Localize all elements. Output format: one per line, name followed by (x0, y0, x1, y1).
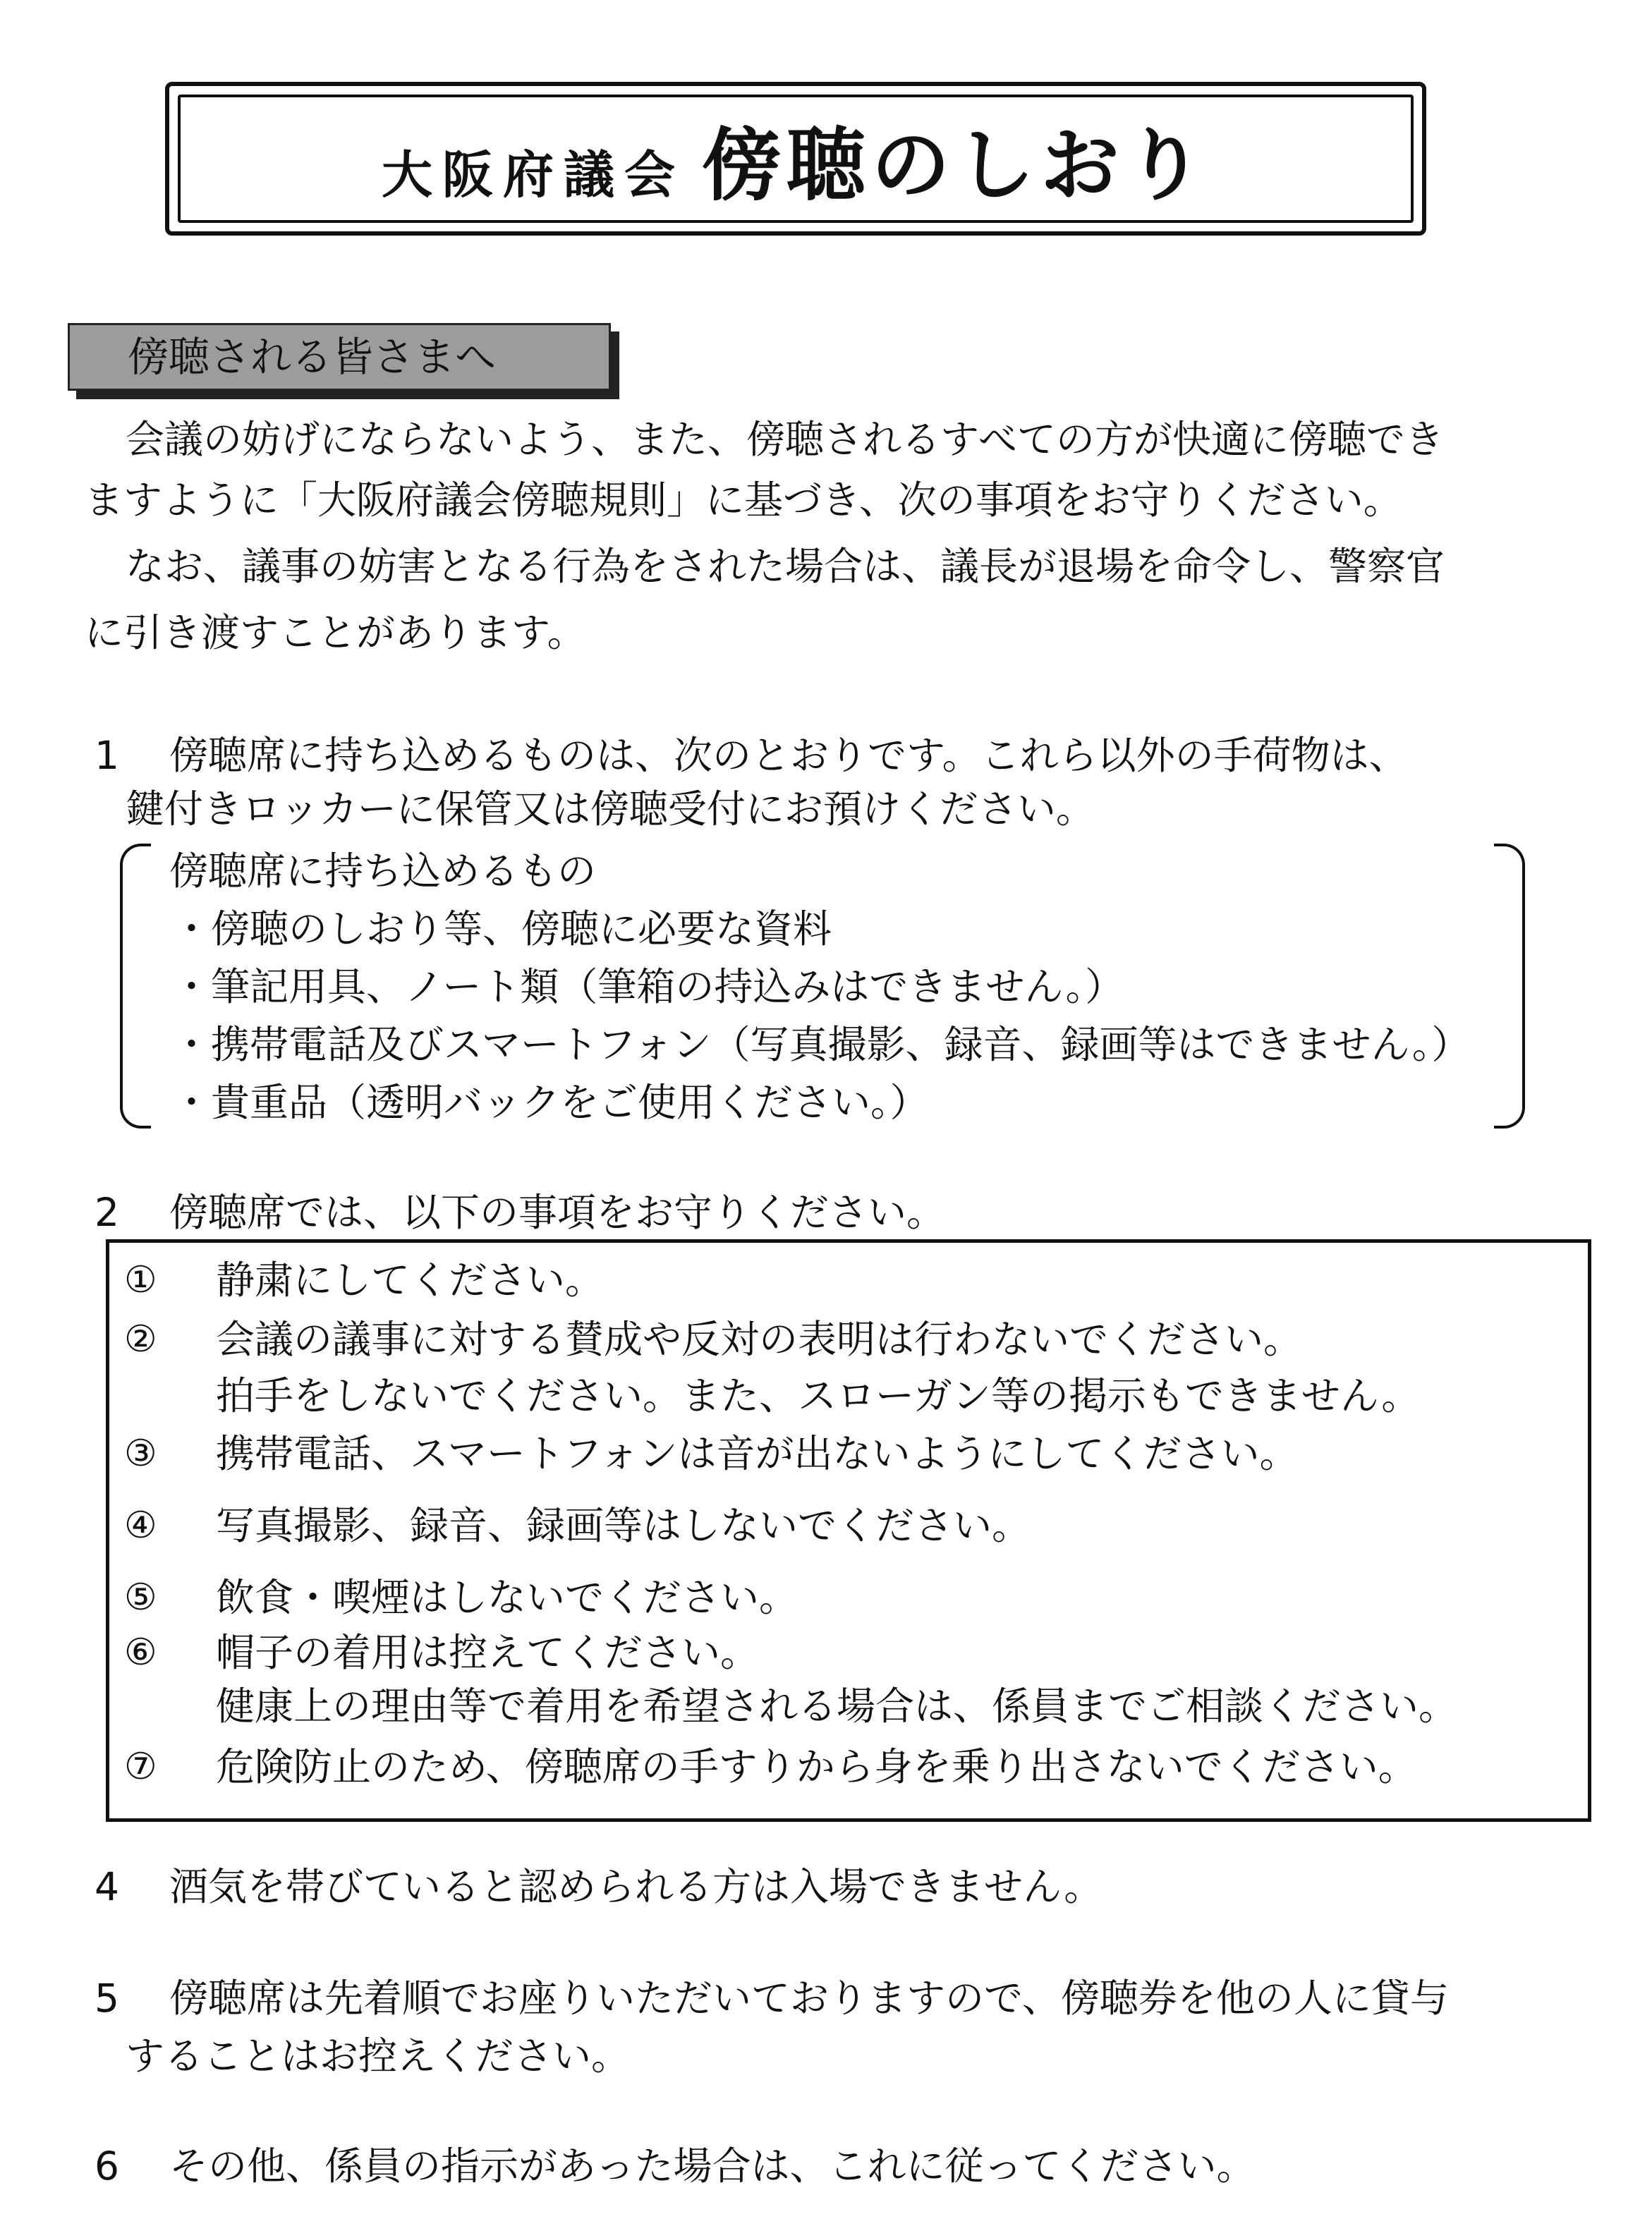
item-number: 5 (95, 1976, 119, 2021)
rule-text: 写真撮影、録音、録画等はしないでください。 (216, 1503, 1031, 1548)
item1-line: 傍聴席に持ち込めるものは、次のとおりです。これら以外の手荷物は、 (169, 733, 1408, 778)
rule-text: 帽子の着用は控えてください。 (216, 1630, 760, 1675)
rule-mark: ④ (124, 1504, 157, 1547)
intro-line: に引き渡すことがあります。 (85, 610, 586, 655)
rule-text: 会議の議事に対する賛成や反対の表明は行わないでください。 (216, 1317, 1303, 1362)
item-number: 1 (95, 733, 119, 778)
item4-text: 酒気を帯びていると認められる方は入場できません。 (169, 1864, 1103, 1909)
right-bracket (1494, 844, 1525, 1129)
rule-mark: ⑥ (124, 1631, 157, 1674)
section-heading: 傍聴される皆さまへ (68, 323, 611, 391)
page-title (382, 102, 1210, 216)
rule-mark: ① (124, 1259, 157, 1301)
rule-mark: ⑦ (124, 1746, 157, 1788)
rule-text: 飲食・喫煙はしないでください。 (216, 1575, 798, 1620)
rule-text: 危険防止のため、傍聴席の手すりから身を乗り出さないでください。 (216, 1744, 1417, 1789)
item1-line: 鍵付きロッカーに保管又は傍聴受付にお預けください。 (126, 786, 1095, 832)
intro-line: 会議の妨げにならないよう、また、傍聴されるすべての方が快適に傍聴でき (126, 417, 1444, 462)
carry-in-heading: 傍聴席に持ち込めるもの (169, 849, 597, 894)
item5-line: 傍聴席は先着順でお座りいただいておりますので、傍聴券を他の人に貸与 (169, 1976, 1449, 2021)
rule-text: 静粛にしてください。 (216, 1258, 605, 1303)
carry-in-item: ・貴重品（透明バックをご使用ください。） (172, 1080, 929, 1125)
carry-in-item: ・携帯電話及びスマートフォン（写真撮影、録音、録画等はできません。） (172, 1022, 1471, 1067)
carry-in-item: ・傍聴のしおり等、傍聴に必要な資料 (172, 906, 832, 951)
rule-mark: ⑤ (124, 1576, 157, 1619)
rule-text: 拍手をしないでください。また、スローガン等の掲示もできません。 (216, 1373, 1421, 1418)
title-main: 傍聴のしおり (702, 119, 1210, 212)
rule-mark: ③ (124, 1433, 157, 1475)
rule-text: 健康上の理由等で着用を希望される場合は、係員までご相談ください。 (216, 1684, 1458, 1729)
item6-text: その他、係員の指示があった場合は、これに従ってください。 (169, 2143, 1256, 2189)
item2-text: 傍聴席では、以下の事項をお守りください。 (169, 1190, 946, 1235)
rule-text: 携帯電話、スマートフォンは音が出ないようにしてください。 (216, 1431, 1299, 1476)
intro-line: なお、議事の妨害となる行為をされた場合は、議長が退場を命令し、警察官 (126, 544, 1445, 589)
left-bracket (120, 844, 151, 1129)
item-number: 2 (95, 1190, 119, 1235)
carry-in-item: ・筆記用具、ノート類（筆箱の持込みはできません。） (172, 964, 1124, 1009)
item-number: 6 (95, 2143, 119, 2189)
rule-mark: ② (124, 1318, 157, 1361)
title-frame (165, 82, 1426, 236)
title-prefix: 大阪府議会 (381, 145, 685, 205)
intro-line: ますように「大阪府議会傍聴規則」に基づき、次の事項をお守りください。 (85, 478, 1402, 523)
item-number: 4 (95, 1864, 119, 1909)
item5-line: することはお控えください。 (126, 2033, 631, 2079)
